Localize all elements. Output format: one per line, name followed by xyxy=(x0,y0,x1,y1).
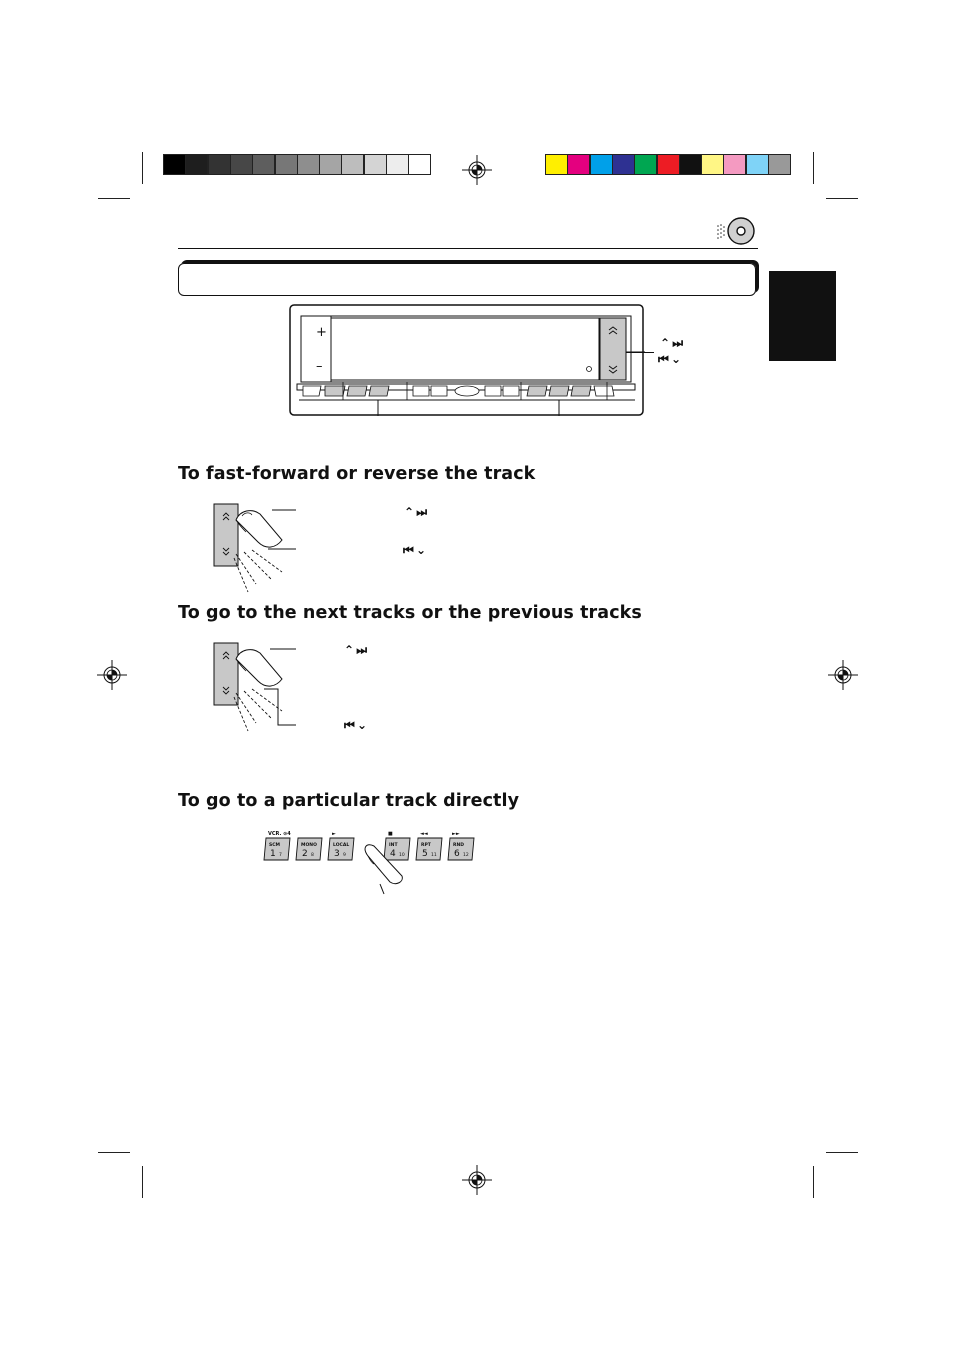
prev-down-symbol: ⏮ ⌄ xyxy=(403,543,426,557)
preset-sub-number: 7 xyxy=(279,853,282,858)
registration-mark-icon xyxy=(97,660,127,690)
up-next-symbol: ⌃ ⏭ xyxy=(404,505,427,519)
color-swatch xyxy=(319,154,342,175)
color-swatch xyxy=(364,154,387,175)
title-banner xyxy=(178,263,756,296)
color-swatch xyxy=(275,154,298,175)
crop-mark xyxy=(813,1166,814,1198)
preset-button xyxy=(328,831,354,860)
prev-down-symbol: ⏮ ⌄ xyxy=(658,352,681,366)
preset-label: INT xyxy=(389,843,398,848)
color-swatch xyxy=(185,154,208,175)
color-swatch xyxy=(723,154,746,175)
color-swatch xyxy=(408,154,431,175)
preset-number: 6 xyxy=(454,849,460,859)
color-swatch xyxy=(208,154,231,175)
crop-mark xyxy=(142,152,143,184)
preset-button xyxy=(264,831,291,860)
preset-sub-number: 8 xyxy=(311,853,314,858)
color-swatch xyxy=(701,154,724,175)
registration-mark-icon xyxy=(462,155,492,185)
color-swatch xyxy=(297,154,320,175)
faceplate-illustration xyxy=(289,304,645,416)
color-swatch xyxy=(341,154,364,175)
color-swatch xyxy=(590,154,613,175)
preset-top-label: ►► xyxy=(452,831,460,837)
volume-plus-label: + xyxy=(316,325,327,340)
finger-press-illustration xyxy=(212,502,302,594)
section-heading-fast-forward: To fast-forward or reverse the track xyxy=(178,464,536,484)
preset-label: RPT xyxy=(421,843,431,848)
crop-mark xyxy=(142,1166,143,1198)
preset-button xyxy=(416,831,442,860)
preset-label: SCM xyxy=(269,843,281,848)
volume-minus-label: – xyxy=(316,359,323,374)
color-swatch xyxy=(634,154,657,175)
color-swatch xyxy=(679,154,702,175)
preset-top-label: VCR. ⊙4 xyxy=(268,831,291,837)
preset-sub-number: 9 xyxy=(343,853,346,858)
registration-mark-icon xyxy=(828,660,858,690)
color-swatch xyxy=(163,154,186,175)
preset-button xyxy=(448,831,474,860)
color-swatch xyxy=(612,154,635,175)
crop-mark xyxy=(813,152,814,184)
preset-button xyxy=(384,831,410,860)
crop-mark xyxy=(826,198,858,199)
faceplate-leader xyxy=(626,352,654,353)
crop-mark xyxy=(98,198,130,199)
color-swatch xyxy=(545,154,568,175)
preset-label: MONO xyxy=(301,843,317,848)
header-rule xyxy=(178,248,758,249)
cd-disc-icon xyxy=(714,216,756,246)
preset-number: 5 xyxy=(422,849,428,859)
section-heading-particular-track: To go to a particular track directly xyxy=(178,791,520,811)
crop-mark xyxy=(826,1152,858,1153)
preset-number: 1 xyxy=(270,849,276,859)
preset-sub-number: 10 xyxy=(399,853,405,858)
preset-label: LOCAL xyxy=(333,843,350,848)
crop-mark xyxy=(98,1152,130,1153)
preset-label: RND xyxy=(453,843,464,848)
color-swatch xyxy=(768,154,791,175)
color-swatch xyxy=(386,154,409,175)
color-swatch xyxy=(746,154,769,175)
preset-top-label: ◄◄ xyxy=(420,831,428,837)
preset-sub-number: 12 xyxy=(463,853,469,858)
up-next-symbol: ⌃ ⏭ xyxy=(344,643,367,657)
prev-down-symbol: ⏮ ⌄ xyxy=(344,718,367,732)
color-swatch xyxy=(230,154,253,175)
finger-press-illustration xyxy=(212,641,302,735)
preset-top-label: ■ xyxy=(388,831,393,837)
preset-button xyxy=(296,838,322,860)
preset-number: 3 xyxy=(334,849,340,859)
language-tab xyxy=(769,271,836,361)
registration-mark-icon xyxy=(462,1165,492,1195)
section-heading-next-previous: To go to the next tracks or the previous tracks xyxy=(178,603,642,623)
color-swatch xyxy=(657,154,680,175)
preset-buttons-illustration xyxy=(256,828,482,896)
preset-sub-number: 11 xyxy=(431,853,437,858)
up-next-symbol: ⌃ ⏭ xyxy=(660,336,683,350)
preset-number: 2 xyxy=(302,849,308,859)
color-swatch xyxy=(567,154,590,175)
preset-top-label: ► xyxy=(332,831,336,837)
color-swatch xyxy=(252,154,275,175)
preset-number: 4 xyxy=(390,849,396,859)
